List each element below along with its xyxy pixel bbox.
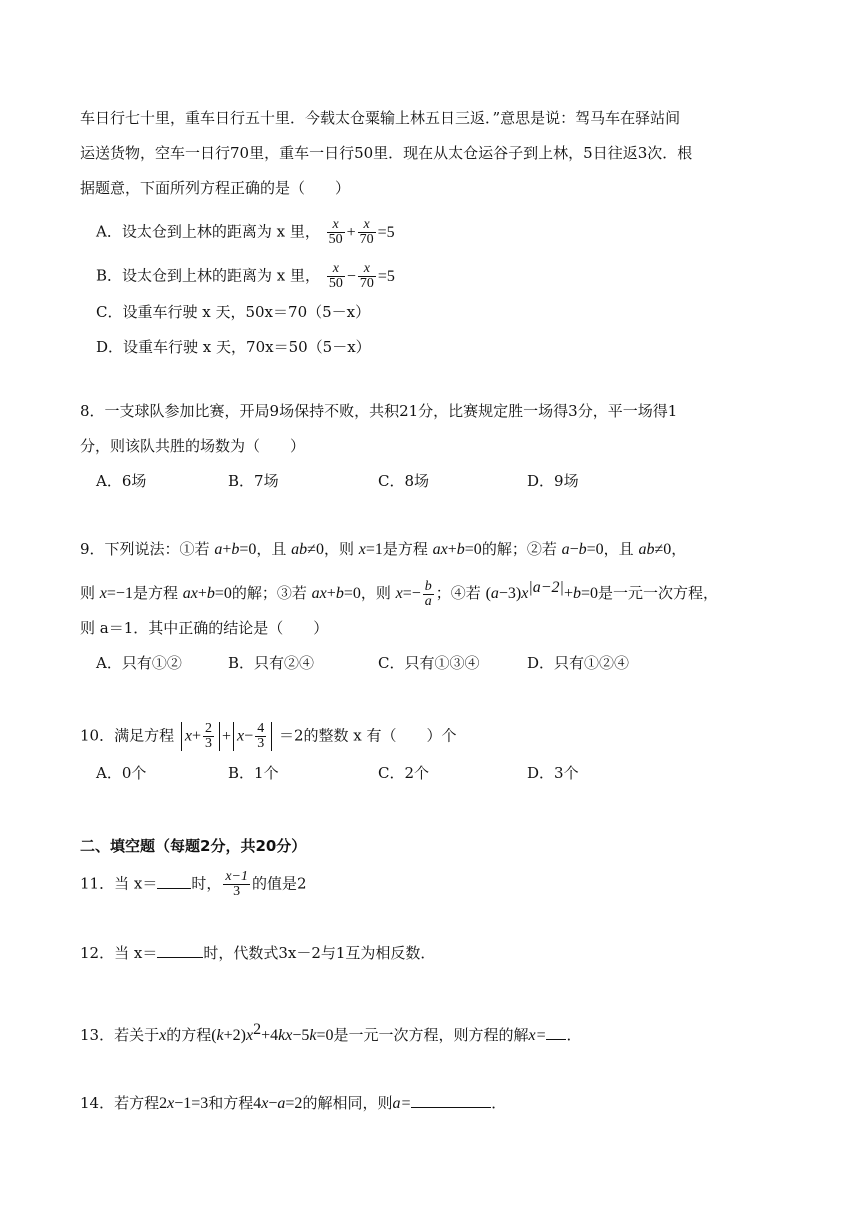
q12-answer-blank [157,943,203,958]
q10-option-d: D．3个 [527,764,579,782]
q12-line [80,943,435,963]
q8-option-b: B．7场 [228,472,279,490]
q12-suffix: 时，代数式3x－2与1互为相反数． [203,944,436,962]
q7-option-b-text: B．设太仓到上林的距离为 x 里， [96,266,321,285]
q7-line-2: 运送货物，空车一日行70里，重车一日行50里．现在从太仓运谷子到上林，5日往返3次．根 [80,144,693,162]
q8-line-2: 分，则该队共胜的场数为（ ） [80,437,306,455]
q7-option-a-text: A．设太仓到上林的距离为 x 里， [96,222,320,241]
q7-option-a-formula: $\frac{x}{50}$ + $\frac{x}{70}$ =5 [328,217,395,247]
section-2-heading: 二、填空题（每题2分，共20分） [80,837,307,855]
q14-mid2: 的解相同，则 [302,1094,393,1112]
q8-option-a: A．6场 [96,472,147,490]
q8-line-1: 8．一支球队参加比赛，开局9场保持不败，共积21分，比赛规定胜一场得3分，平一场得1 [80,402,678,420]
q9-option-d: D．只有①②④ [527,654,630,672]
q11-prefix: 11．当 x＝ [80,874,158,893]
q8-option-c: C．8场 [378,472,430,490]
q7-option-c: C．设重车行驶 x 天，50x＝70（5－x） [96,303,371,321]
q7-line-1: 车日行七十里，重车日行五十里．今载太仓粟输上林五日三返．”意思是说：驾马车在驿站间 [80,109,681,127]
q13-mid1: 的方程 [166,1026,212,1044]
q10-prefix: 10．满足方程 [80,726,175,745]
q7-line-3: 据题意，下面所列方程正确的是（ ） [80,179,351,197]
q10-suffix: ＝2的整数 x 有（ ）个 [278,726,457,745]
q10-option-b: B．1个 [228,764,279,782]
q10-option-a: A．0个 [96,764,147,782]
q11-formula: $\frac{x-1}{3}$ [225,869,249,899]
q14-suffix: ． [491,1094,507,1112]
q7-option-a [96,218,395,247]
q11-mid: 时， [191,874,222,893]
q11-answer-blank [157,874,191,889]
q10-line-1 [80,722,457,751]
q10-formula: x+ $\frac{2}{3}$ + x− $\frac{4}{3}$ [179,727,274,745]
q14-equation-1: 2x−1=3 [159,1095,209,1112]
q7-option-d: D．设重车行驶 x 天，70x＝50（5－x） [96,338,371,356]
q11-line [80,870,307,899]
q12-prefix: 12．当 x＝ [80,944,158,962]
q14-mid1: 和方程 [208,1094,254,1112]
q9-line-1: 9．下列说法：①若 a+b=0，且 ab≠0，则 x=1是方程 ax+b=0的解；②若 a−b=0，且 ab≠0， [80,540,687,558]
q7-option-b [96,262,395,291]
q14-a-equals: a= [392,1095,412,1112]
q13-line [80,1020,581,1046]
q7-option-b-formula: $\frac{x}{50}$ − $\frac{x}{70}$ =5 [328,261,395,291]
q14-prefix: 14．若方程 [80,1094,160,1112]
q14-answer-blank [411,1093,491,1108]
q10-option-c: C．2个 [378,764,430,782]
q13-mid2: 是一元一次方程，则方程的解 [333,1026,529,1044]
q13-formula: $(k+2)x^2+4kx-5k=0$ [211,1021,334,1044]
q14-line [80,1093,506,1114]
q13-var-x: x [159,1027,167,1044]
q9-option-c: C．只有①③④ [378,654,480,672]
q8-option-d: D．9场 [527,472,579,490]
q14-equation-2: 4x−a=2 [253,1095,303,1112]
q13-suffix: ． [566,1026,582,1044]
q9-option-a: A．只有①② [96,654,182,672]
q13-x-equals: x= [528,1027,547,1044]
q9-line-3: 则 a＝1．其中正确的结论是（ ） [80,619,329,637]
q11-suffix: 的值是2 [252,874,307,893]
q9-line-2: 则 x=−1是方程 ax+b=0的解；③若 ax+b=0，则 x=− $\frac{b}{a}$ ；④若 $(a-3)x^{|a-2|}+b=0$是一元一次方程， [80,578,719,609]
q13-prefix: 13．若关于 [80,1026,160,1044]
q9-option-b: B．只有②④ [228,654,315,672]
q13-answer-blank [546,1025,566,1040]
